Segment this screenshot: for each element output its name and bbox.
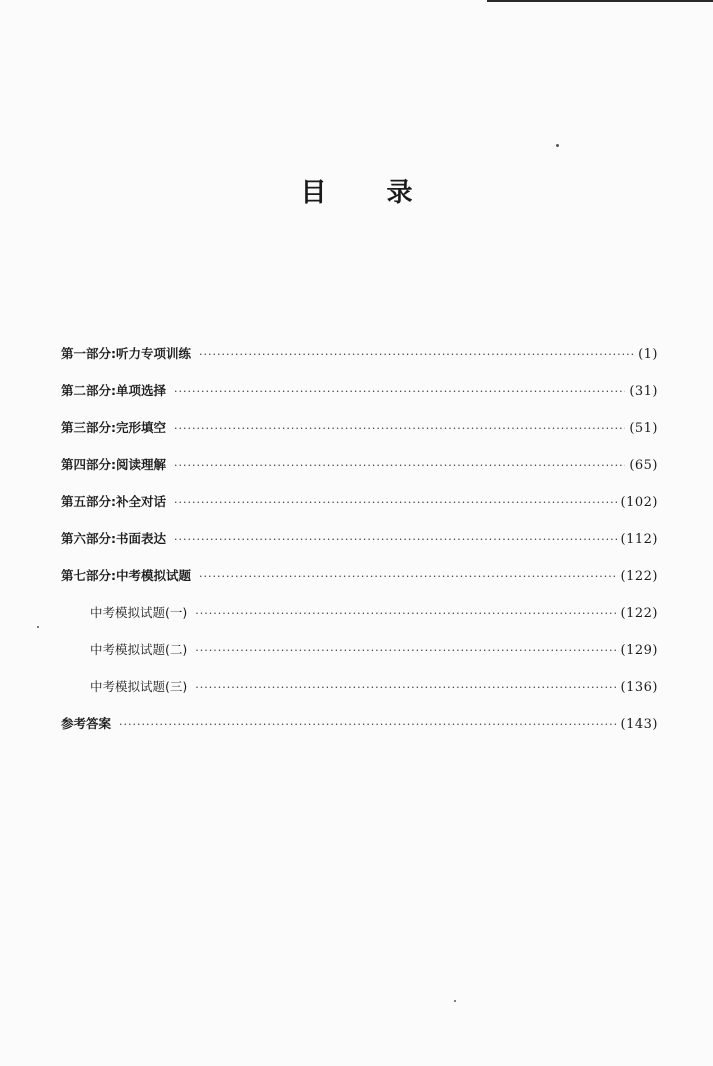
top-edge-rule <box>487 0 713 2</box>
toc-entry-page: (129) <box>620 643 658 658</box>
toc-entry[interactable] <box>61 378 658 415</box>
toc-entry[interactable] <box>61 341 658 378</box>
toc-entry[interactable] <box>61 452 658 489</box>
toc-entry-page: (1) <box>638 347 658 362</box>
toc-entry-page: (112) <box>620 532 658 547</box>
toc-entry-title: 中考模拟试题(二) <box>90 642 188 657</box>
toc-entry-page: (102) <box>620 495 658 510</box>
dot-leader <box>174 527 617 553</box>
toc-subentry[interactable] <box>61 600 658 637</box>
toc-subentry[interactable] <box>61 637 658 674</box>
toc-entry-title: 第一部分:听力专项训练 <box>61 346 191 361</box>
toc-entry-page: (31) <box>629 384 658 399</box>
title-char-1: 目 <box>300 178 327 208</box>
dot-leader <box>195 675 616 701</box>
scan-speck <box>454 1000 456 1002</box>
toc-entry[interactable] <box>61 711 658 748</box>
toc-entry-page: (143) <box>620 717 658 732</box>
toc-entry-title: 第五部分:补全对话 <box>61 494 166 509</box>
title-char-2: 录 <box>386 178 413 208</box>
toc-entry[interactable] <box>61 415 658 452</box>
toc-entry-title: 中考模拟试题(三) <box>90 679 188 694</box>
toc-entry-page: (51) <box>629 421 658 436</box>
toc-entry-title: 中考模拟试题(一) <box>90 605 188 620</box>
toc-entry-title: 第二部分:单项选择 <box>61 383 166 398</box>
toc-entry[interactable] <box>61 526 658 563</box>
dot-leader <box>174 490 617 516</box>
dot-leader <box>195 638 616 664</box>
dot-leader <box>199 564 617 590</box>
toc-entry-title: 第三部分:完形填空 <box>61 420 166 435</box>
toc-entry[interactable] <box>61 563 658 600</box>
table-of-contents <box>61 341 658 748</box>
dot-leader <box>174 379 625 405</box>
dot-leader <box>195 601 616 627</box>
page-title <box>0 172 713 209</box>
dot-leader <box>199 342 634 368</box>
toc-entry-page: (136) <box>620 680 658 695</box>
scan-speck <box>37 626 39 628</box>
toc-entry-title: 第七部分:中考模拟试题 <box>61 568 191 583</box>
toc-entry-page: (65) <box>629 458 658 473</box>
toc-entry-title: 第四部分:阅读理解 <box>61 457 166 472</box>
toc-entry-page: (122) <box>620 569 658 584</box>
toc-entry-title: 第六部分:书面表达 <box>61 531 166 546</box>
scan-speck <box>556 144 559 147</box>
dot-leader <box>119 712 617 738</box>
dot-leader <box>174 416 625 442</box>
dot-leader <box>174 453 625 479</box>
toc-entry[interactable] <box>61 489 658 526</box>
toc-subentry[interactable] <box>61 674 658 711</box>
toc-entry-title: 参考答案 <box>61 716 112 731</box>
toc-entry-page: (122) <box>620 606 658 621</box>
